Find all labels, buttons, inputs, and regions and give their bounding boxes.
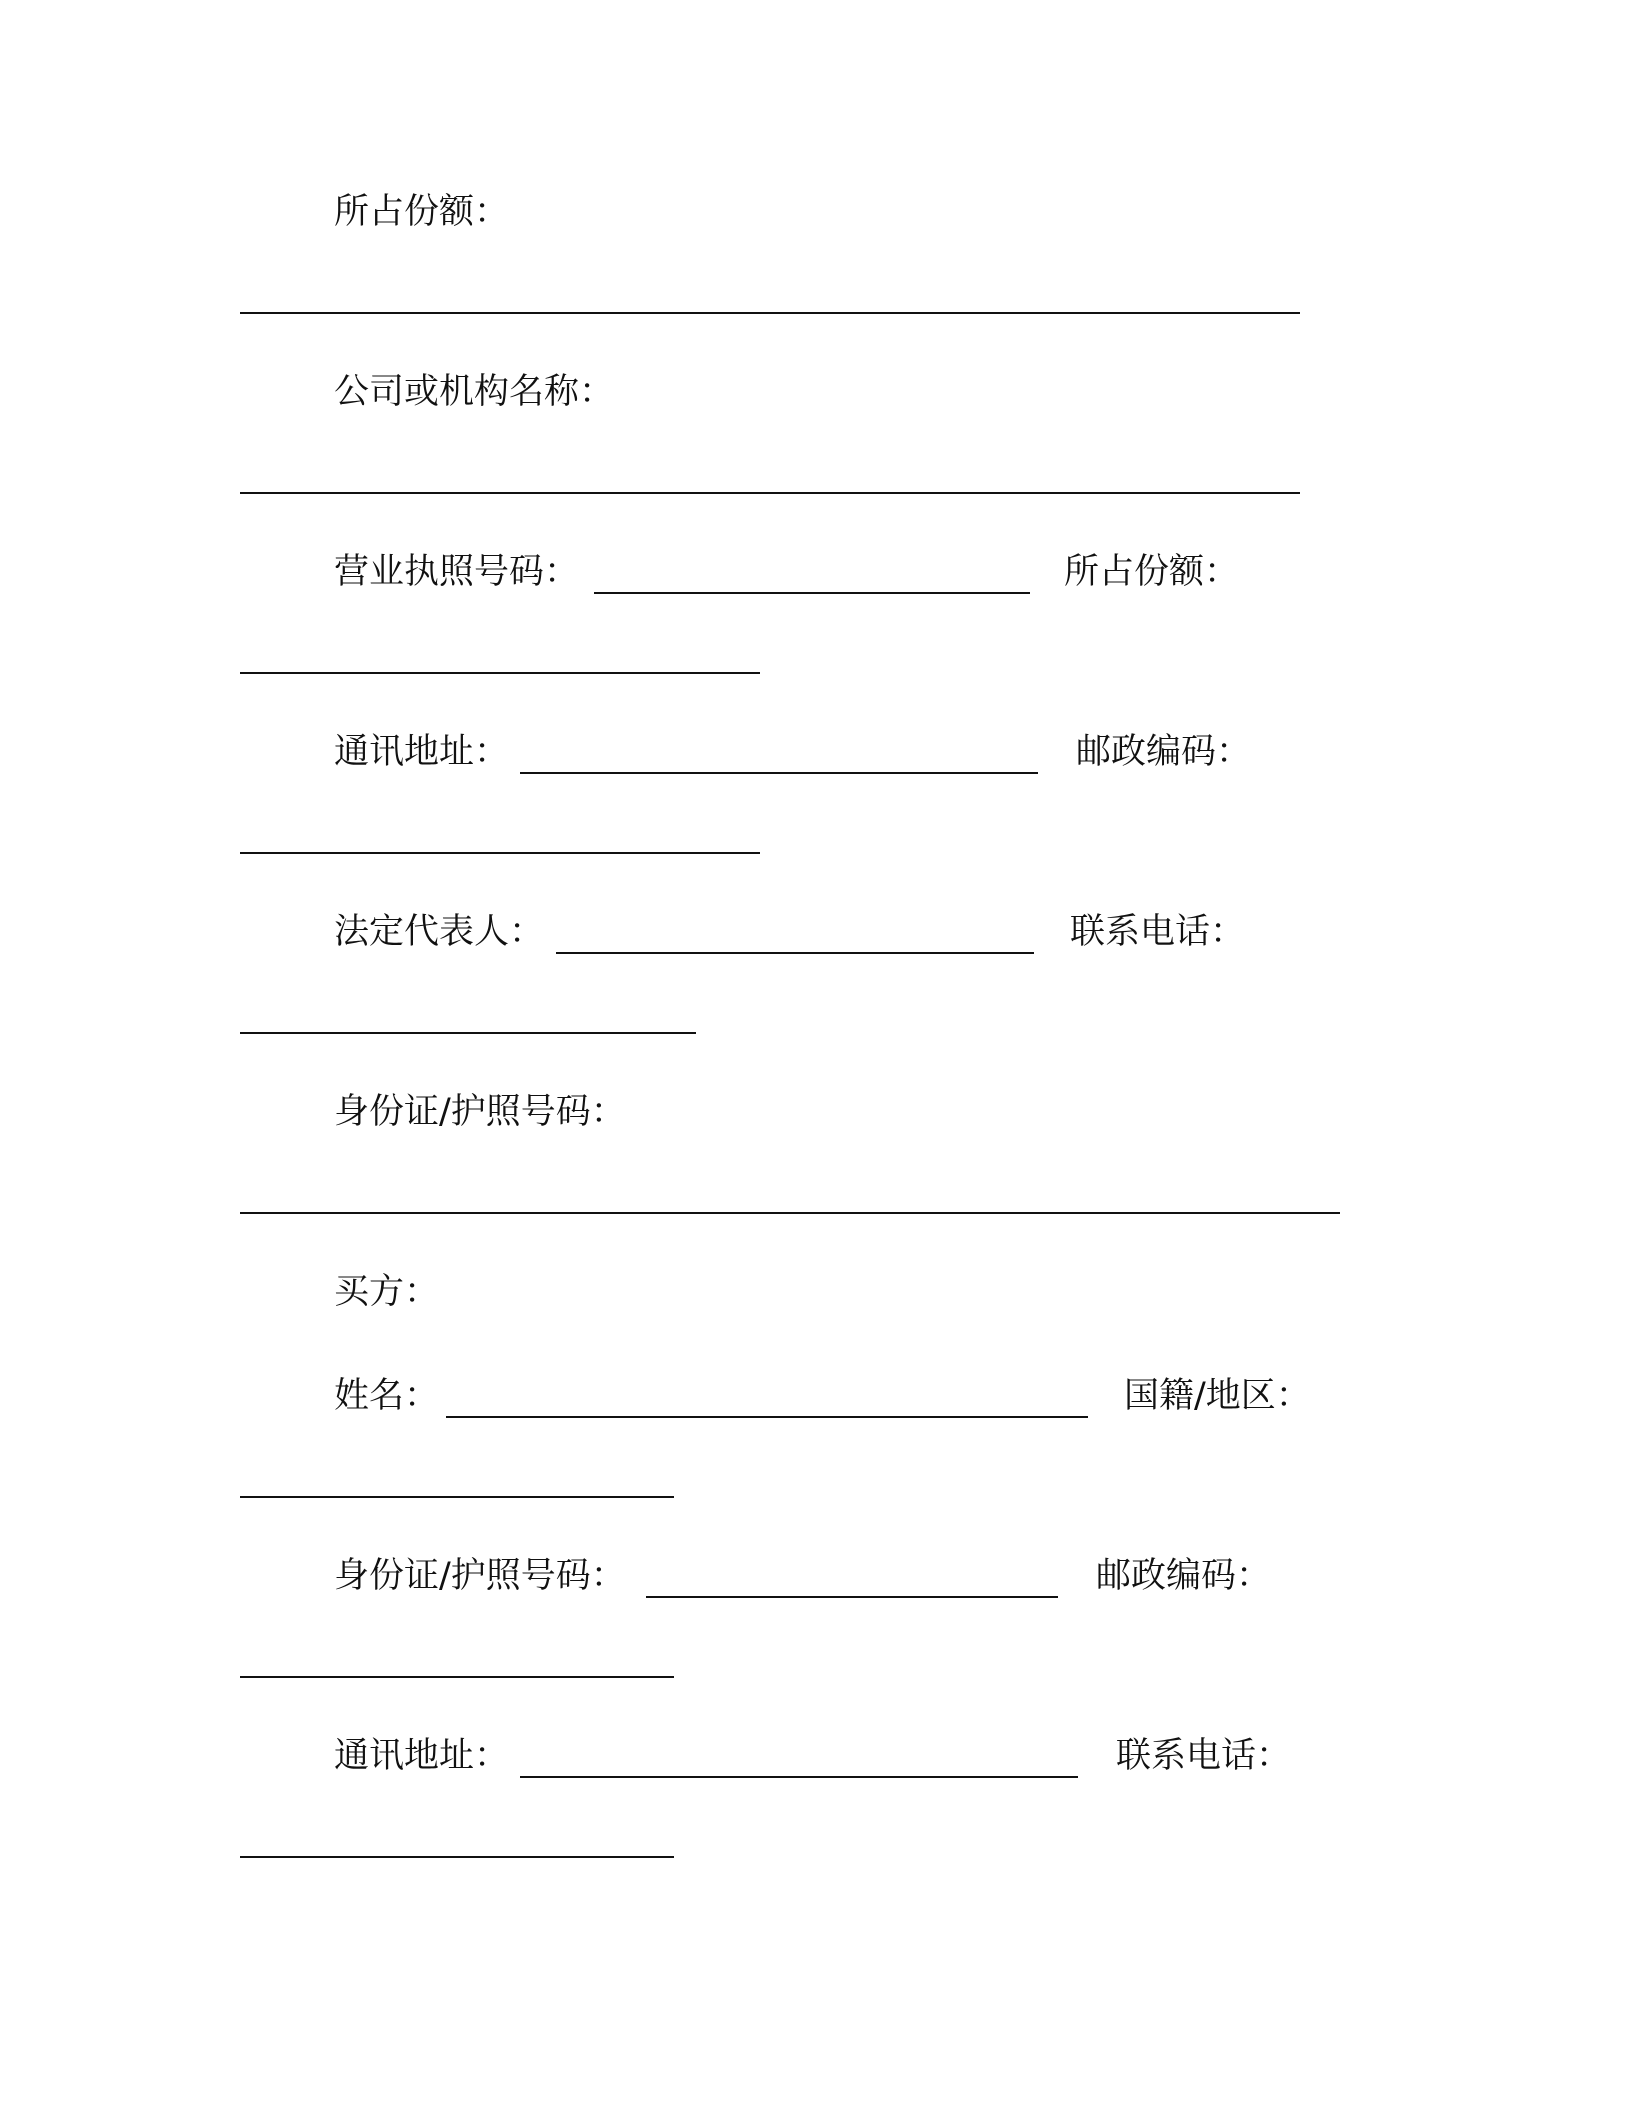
buyer-address-label: 通讯地址：: [334, 1736, 510, 1776]
postcode-blank[interactable]: [240, 852, 760, 854]
share-label: 所占份额：: [334, 192, 510, 232]
buyer-postcode-blank[interactable]: [240, 1676, 674, 1678]
buyer-phone-label: 联系电话：: [1116, 1736, 1292, 1776]
buyer-id-passport-label: 身份证/护照号码：: [334, 1556, 626, 1596]
buyer-nationality-blank[interactable]: [240, 1496, 674, 1498]
company-name-label: 公司或机构名称：: [334, 372, 615, 412]
buyer-address-blank[interactable]: [520, 1776, 1078, 1778]
buyer-nationality-label: 国籍/地区：: [1124, 1376, 1311, 1416]
address-label: 通讯地址：: [334, 732, 510, 772]
buyer-id-passport-blank[interactable]: [646, 1596, 1058, 1598]
buyer-name-label: 姓名：: [334, 1376, 440, 1416]
id-passport-label: 身份证/护照号码：: [334, 1092, 626, 1132]
id-passport-blank[interactable]: [240, 1212, 1340, 1214]
buyer-phone-blank[interactable]: [240, 1856, 674, 1858]
legal-rep-blank[interactable]: [556, 952, 1034, 954]
share-blank-2[interactable]: [240, 672, 760, 674]
postcode-label: 邮政编码：: [1076, 732, 1252, 772]
buyer-name-blank[interactable]: [446, 1416, 1088, 1418]
share-blank[interactable]: [240, 312, 1300, 314]
business-license-blank[interactable]: [594, 592, 1030, 594]
buyer-heading: 买方：: [334, 1272, 440, 1312]
phone-blank[interactable]: [240, 1032, 696, 1034]
address-blank[interactable]: [520, 772, 1038, 774]
phone-label: 联系电话：: [1070, 912, 1246, 952]
legal-rep-label: 法定代表人：: [334, 912, 545, 952]
company-name-blank[interactable]: [240, 492, 1300, 494]
share-label-2: 所占份额：: [1064, 552, 1240, 592]
buyer-postcode-label: 邮政编码：: [1096, 1556, 1272, 1596]
business-license-label: 营业执照号码：: [334, 552, 580, 592]
